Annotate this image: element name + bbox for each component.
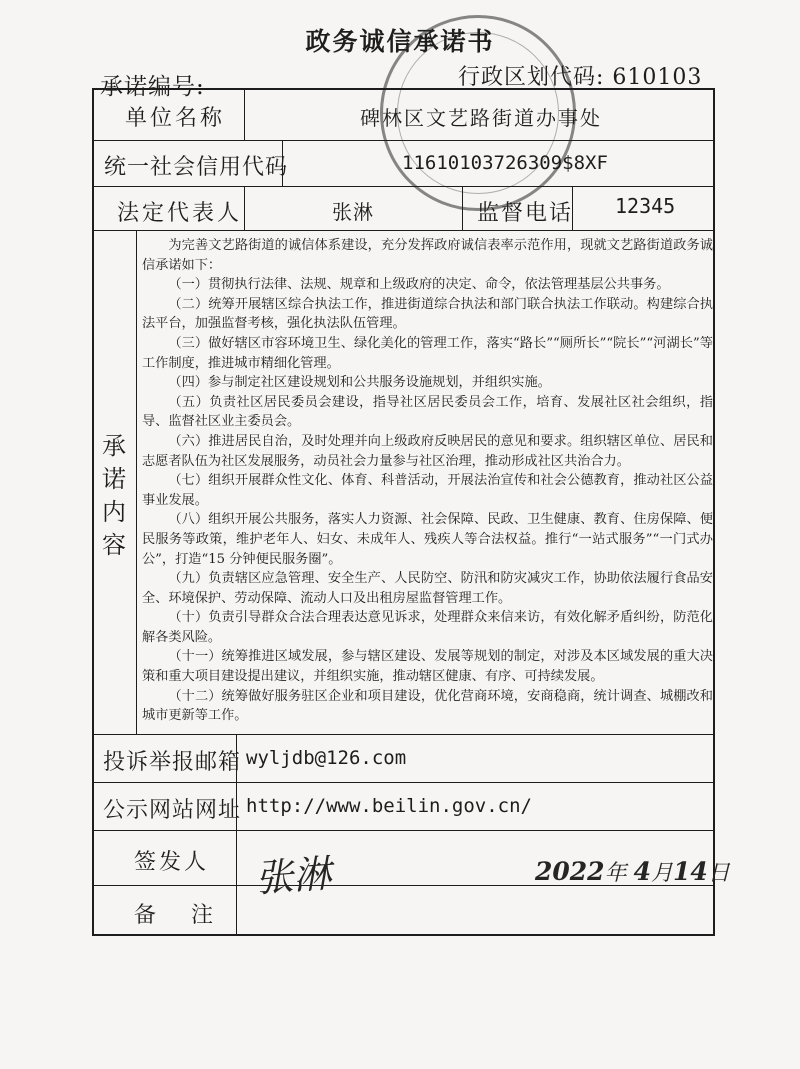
commitment-paragraph: （六）推进居民自治，及时处理并向上级政府反映居民的意见和要求。组织辖区单位、居民和志愿者队伍为社区发展服务，动员社会力量参与社区治理，推动形成社区共治合力。	[142, 433, 713, 469]
row-divider	[92, 830, 715, 831]
sign-year-unit: 年	[604, 861, 627, 886]
commitment-label-char: 内	[102, 498, 126, 526]
website-value: http://www.beilin.gov.cn/	[246, 795, 532, 817]
commitment-paragraph: （十二）统筹做好服务驻区企业和项目建设，优化营商环境，安商稳商，统计调查、城棚改和城市更新等工作。	[142, 688, 713, 724]
commitment-paragraph: （四）参与制定社区建设规划和公共服务设施规划，并组织实施。	[168, 375, 551, 391]
column-divider	[244, 88, 245, 140]
commitment-label-char: 容	[102, 531, 126, 559]
commitment-content	[142, 236, 713, 726]
unit-name-value: 碑林区文艺路街道办事处	[360, 106, 602, 130]
column-divider	[136, 230, 137, 734]
legal-representative-label: 法定代表人	[117, 201, 243, 226]
commitment-paragraph: （三）做好辖区市容环境卫生、绿化美化的管理工作，落实“路长”“厕所长”“院长”“河湖长”等工作制度，推进城市精细化管理。	[142, 335, 713, 371]
commitment-paragraph: （十一）统筹推进区域发展，参与辖区建设、发展等规划的制定，对涉及本区域发展的重大决策和重大项目建设提出建议，并组织实施，推动辖区健康、有序、可持续发展。	[142, 649, 713, 685]
commitment-label-char: 诺	[102, 465, 126, 493]
complaint-email-label: 投诉举报邮箱	[103, 750, 242, 775]
supervision-phone-value: 12345	[615, 194, 676, 218]
signer-label: 签发人	[134, 850, 210, 875]
commitment-paragraph: 为完善文艺路街道的诚信体系建设，充分发挥政府诚信表率示范作用，现就文艺路街道政务诚信承诺如下：	[142, 238, 713, 273]
row-divider	[92, 140, 715, 141]
commitment-paragraph: （七）组织开展群众性文化、体育、科普活动，开展法治宣传和社会公德教育，推动社区公益事业发展。	[142, 473, 713, 508]
sign-month-unit: 月	[651, 861, 674, 886]
commitment-paragraph: （一）贯彻执行法律、法规、规章和上级政府的决定、命令，依法管理基层公共事务。	[168, 277, 670, 293]
commitment-label-char: 承	[102, 432, 126, 460]
unit-name-label: 单位名称	[125, 106, 226, 131]
sign-month: 4	[633, 857, 652, 886]
column-divider	[244, 186, 245, 230]
column-divider	[462, 186, 463, 230]
row-divider	[92, 782, 715, 783]
sign-day: 14	[673, 857, 708, 886]
document-title: 政务诚信承诺书	[305, 27, 495, 56]
supervision-phone-label: 监督电话	[477, 201, 574, 226]
commitment-paragraph: （五）负责社区居民委员会建设，指导社区居民委员会工作，培育、发展社区社会组织，指导、监督社区业主委员会。	[142, 394, 713, 430]
row-divider	[92, 186, 715, 187]
region-code: 行政区划代码: 610103	[458, 65, 703, 90]
remarks-label: 备 注	[134, 903, 227, 928]
sign-day-unit: 日	[707, 861, 730, 886]
commitment-number-label: 承诺编号:	[100, 74, 205, 100]
commitment-paragraph: （二）统筹开展辖区综合执法工作，推进街道综合执法和部门联合执法工作联动。构建综合执法平台，加强监督考核，强化执法队伍管理。	[142, 296, 713, 332]
commitment-paragraph: （九）负责辖区应急管理、安全生产、人民防空、防汛和防灾减灾工作，协助依法履行食品安全、环境保护、劳动保障、流动人口及出租房屋监督管理工作。	[142, 571, 713, 606]
complaint-email-value: wyljdb@126.com	[246, 747, 407, 769]
commitment-paragraph: （八）组织开展公共服务，落实人力资源、社会保障、民政、卫生健康、教育、住房保障、便民服务等政策，维护老年人、妇女、未成年人、残疾人等合法权益。推行“一站式服务”“一门式办公”，打造“15 分钟便民服务圈”。	[142, 512, 713, 567]
row-divider	[92, 230, 715, 231]
commitment-paragraph: （十）负责引导群众合法合理表达意见诉求，处理群众来信来访，有效化解矛盾纠纷，防范化解各类风险。	[142, 610, 713, 645]
credit-code-value: 11610103726309$8XF	[402, 152, 608, 174]
commitment-content-label	[93, 430, 135, 562]
signature: 张淋	[253, 851, 333, 901]
legal-representative-value: 张淋	[332, 200, 374, 224]
row-divider	[92, 734, 715, 735]
sign-year: 2022	[535, 857, 605, 886]
website-label: 公示网站网址	[103, 798, 242, 823]
credit-code-label: 统一社会信用代码	[104, 155, 289, 180]
sign-date	[535, 856, 730, 887]
